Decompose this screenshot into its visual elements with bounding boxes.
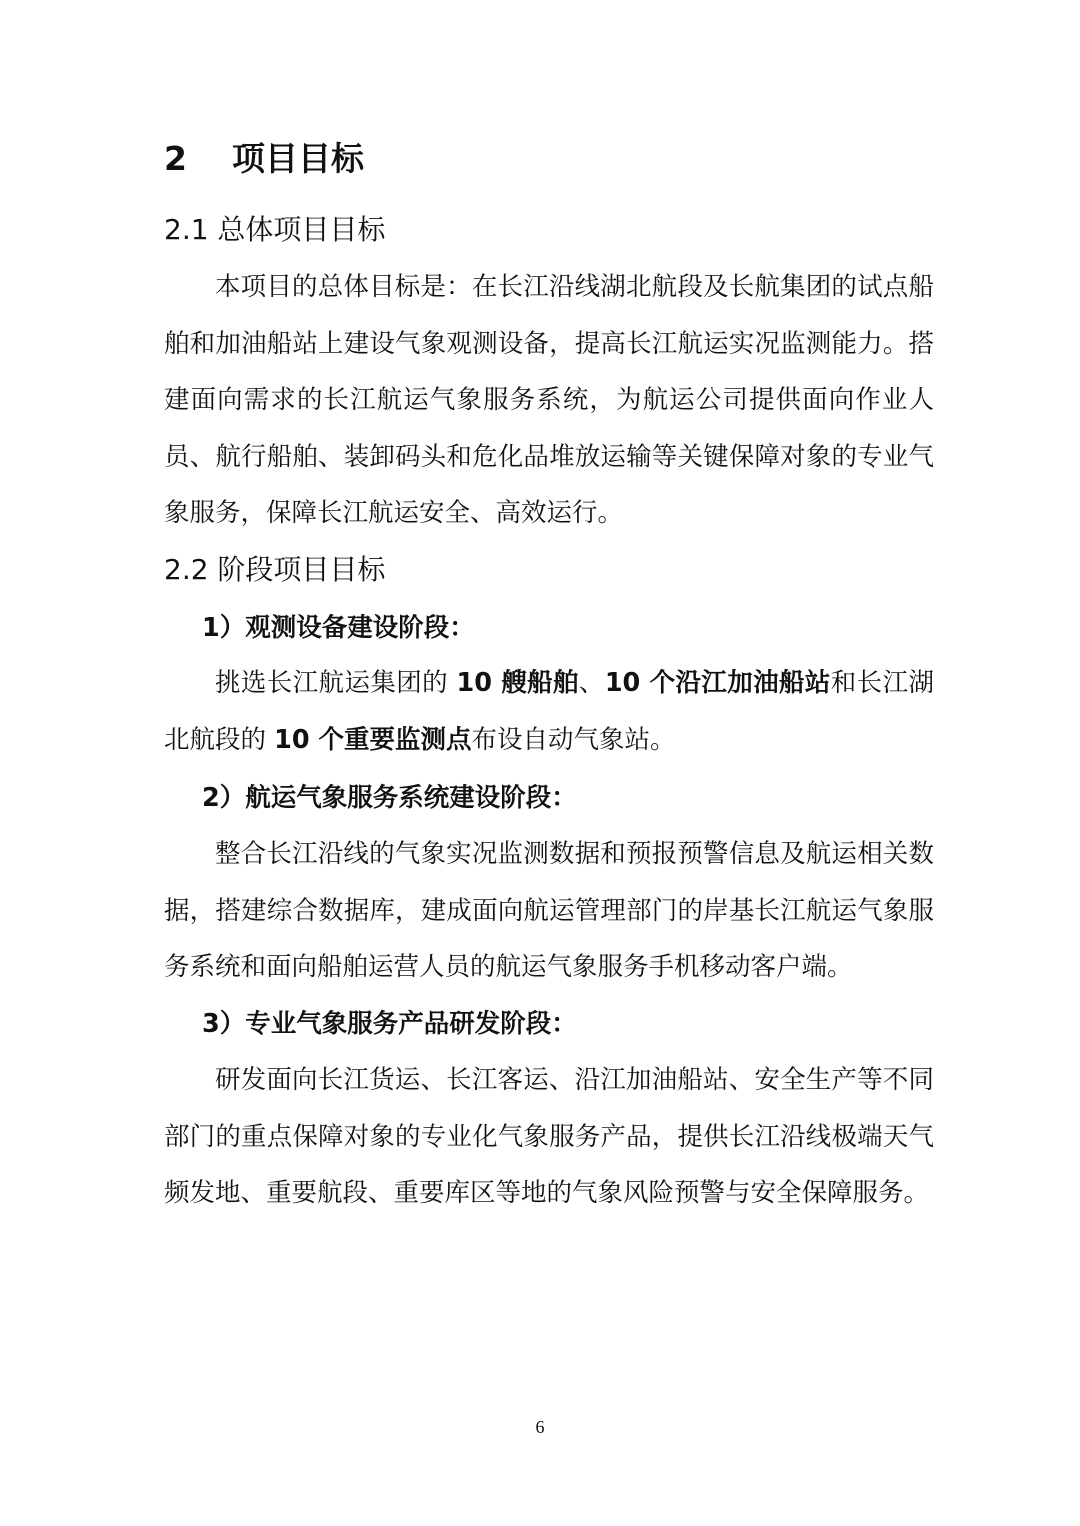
stage-1-monitoring-points: 10 个重要监测点 bbox=[274, 724, 472, 755]
stage-1-fuel-stations: 10 个沿江加油船站 bbox=[604, 668, 831, 698]
chapter-heading bbox=[164, 136, 364, 182]
page-number: 6 bbox=[535, 1417, 545, 1437]
stage-3-label: 3）专业气象服务产品研发阶段： bbox=[202, 1009, 577, 1039]
overall-goal-paragraph: 本项目的总体目标是：在长江沿线湖北航段及长航集团的试点船舶和加油船站上建设气象观测设备，提高长江航运实况监测能力。搭建面向需求的长江航运气象服务系统，为航运公司提供面向作业人员、航行船舶、装卸码头和危化品堆放运输等关键保障对象的专业气象服务，保障长江航运安全、高效运行。 bbox=[164, 272, 934, 528]
section-2-2-heading: 2.2 阶段项目目标 bbox=[164, 553, 386, 586]
section-2-1-heading: 2.1 总体项目目标 bbox=[164, 213, 386, 246]
stage-1-ships: 10 艘船舶 bbox=[456, 668, 579, 698]
stage-1-text: 布设自动气象站。 bbox=[471, 724, 676, 755]
stage-1-label: 1）观测设备建设阶段： bbox=[202, 613, 475, 643]
stage-2-paragraph: 整合长江沿线的气象实况监测数据和预报预警信息及航运相关数据，搭建综合数据库，建成面向航运管理部门的岸基长江航运气象服务系统和面向船舶运营人员的航运气象服务手机移动客户端。 bbox=[164, 839, 934, 982]
stage-3-paragraph: 研发面向长江货运、长江客运、沿江加油船站、安全生产等不同部门的重点保障对象的专业化气象服务产品，提供长江沿线极端天气频发地、重要航段、重要库区等地的气象风险预警与安全保障服务。 bbox=[164, 1065, 934, 1208]
stage-1-text: 挑选长江航运集团的 bbox=[215, 668, 457, 698]
stage-2-label: 2）航运气象服务系统建设阶段： bbox=[202, 783, 577, 813]
stage-1-text: 、 bbox=[578, 668, 605, 698]
stage-1-paragraph bbox=[164, 655, 934, 768]
chapter-number: 2 bbox=[164, 139, 187, 178]
chapter-title: 项目目标 bbox=[231, 139, 364, 178]
stage-1-text: 和长江湖北航段的 bbox=[164, 668, 934, 755]
